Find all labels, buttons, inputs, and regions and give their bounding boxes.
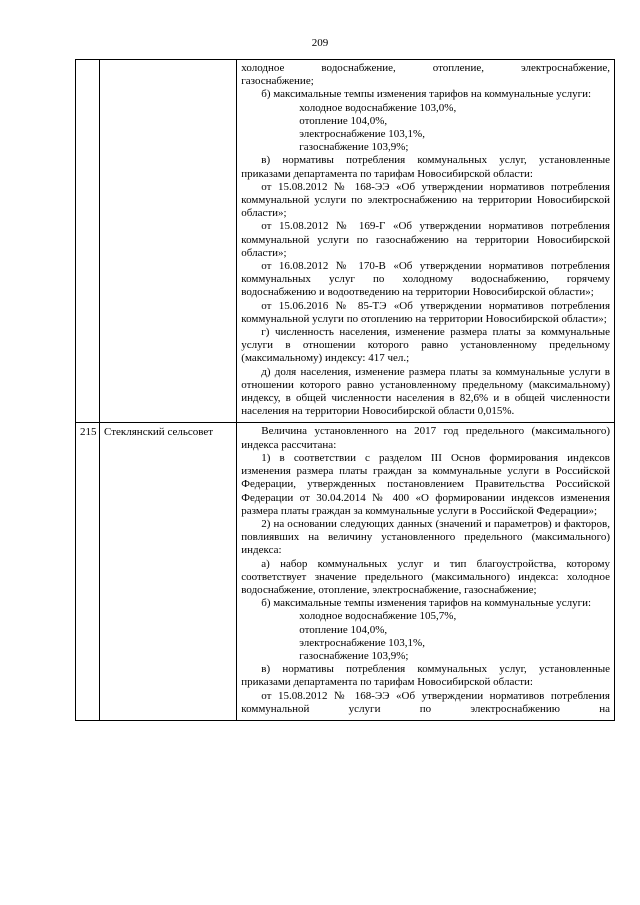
paragraph: газоснабжение; xyxy=(241,75,314,88)
paragraph: б) максимальные темпы изменения тарифов на коммунальные услуги: xyxy=(261,88,592,101)
paragraph: в) нормативы потребления коммунальных услуг, установленные приказами департамента по тарифам Новосибирской области: xyxy=(241,663,610,689)
paragraph: от 15.08.2012 № 168-ЭЭ «Об утверждении нормативов потребления коммунальной услуги по электроснабжению на xyxy=(241,689,610,715)
list-item: отопление 104,0%, xyxy=(299,114,388,127)
list-item: холодное водоснабжение 103,0%, xyxy=(299,101,457,114)
list-item: электроснабжение 103,1%, xyxy=(299,636,425,649)
paragraph: от 16.08.2012 № 170-В «Об утверждении нормативов потребления коммунальных услуг по холодному водоснабжению, горячему водоснабжению и водоотведению на территории Новосибирской области»; xyxy=(241,260,610,299)
municipality-name-cell: Стеклянский сельсовет xyxy=(100,423,237,720)
paragraph: от 15.08.2012 № 168-ЭЭ «Об утверждении нормативов потребления коммунальной услуги по электроснабжению на территории Новосибирской области»; xyxy=(241,180,610,220)
paragraph: 1) в соответствии с разделом III Основ формирования индексов изменения размера платы граждан за коммунальные услуги в Российской Федерации, утвержденных постановлением Правительства Российской Федерации от 30.04.2014 № 400 «О формировании индексов изменения размера платы граждан за коммунальные услуги в Российской Федерации»; xyxy=(241,451,610,517)
table-row xyxy=(76,60,615,423)
justification-cell xyxy=(237,60,615,423)
paragraph: холодное водоснабжение, отопление, электроснабжение, xyxy=(241,62,610,74)
paragraph: б) максимальные темпы изменения тарифов на коммунальные услуги: xyxy=(261,597,592,610)
paragraph: от 15.06.2016 № 85-ТЭ «Об утверждении нормативов потребления коммунальной услуги по отоплению на территории Новосибирской области»; xyxy=(241,299,610,325)
paragraph: г) численность населения, изменение размера платы за коммунальные услуги в отношении которого равно установленному предельному (максимальному) индексу: 417 чел.; xyxy=(241,326,610,365)
page-number: 209 xyxy=(311,37,329,49)
list-item: холодное водоснабжение 105,7%, xyxy=(299,610,457,623)
row-number-cell xyxy=(76,60,100,423)
paragraph: от 15.08.2012 № 169-Г «Об утверждении нормативов потребления коммунальной услуги по газоснабжению на территории Новосибирской области»; xyxy=(241,220,610,259)
paragraph: в) нормативы потребления коммунальных услуг, установленные приказами департамента по тарифам Новосибирской области: xyxy=(241,154,610,180)
row-number-cell: 215 xyxy=(76,423,100,720)
paragraph: 2) на основании следующих данных (значений и параметров) и факторов, повлиявших на величину установленного предельного (максимального) индекса: xyxy=(241,517,610,557)
list-item: газоснабжение 103,9%; xyxy=(299,141,409,154)
justification-cell xyxy=(237,423,615,720)
list-item: отопление 104,0%, xyxy=(299,623,388,636)
indices-table xyxy=(75,59,615,721)
paragraph: а) набор коммунальных услуг и тип благоустройства, которому соответствует значение предельного (максимального) индекса: холодное водоснабжение, отопление, электроснабжение, газоснабжение; xyxy=(241,557,610,596)
table-row xyxy=(76,423,615,720)
municipality-name-cell xyxy=(100,60,237,423)
paragraph: д) доля населения, изменение размера платы за коммунальные услуги в отношении которого равно установленному предельному (максимальному) индексу, в общей численности населения в 82,6% и в общей численности населения на территории Новосибирской области 0,015%. xyxy=(241,365,610,418)
paragraph: Величина установленного на 2017 год предельного (максимального) индекса рассчитана: xyxy=(241,425,610,451)
list-item: газоснабжение 103,9%; xyxy=(299,649,409,662)
list-item: электроснабжение 103,1%, xyxy=(299,128,425,141)
